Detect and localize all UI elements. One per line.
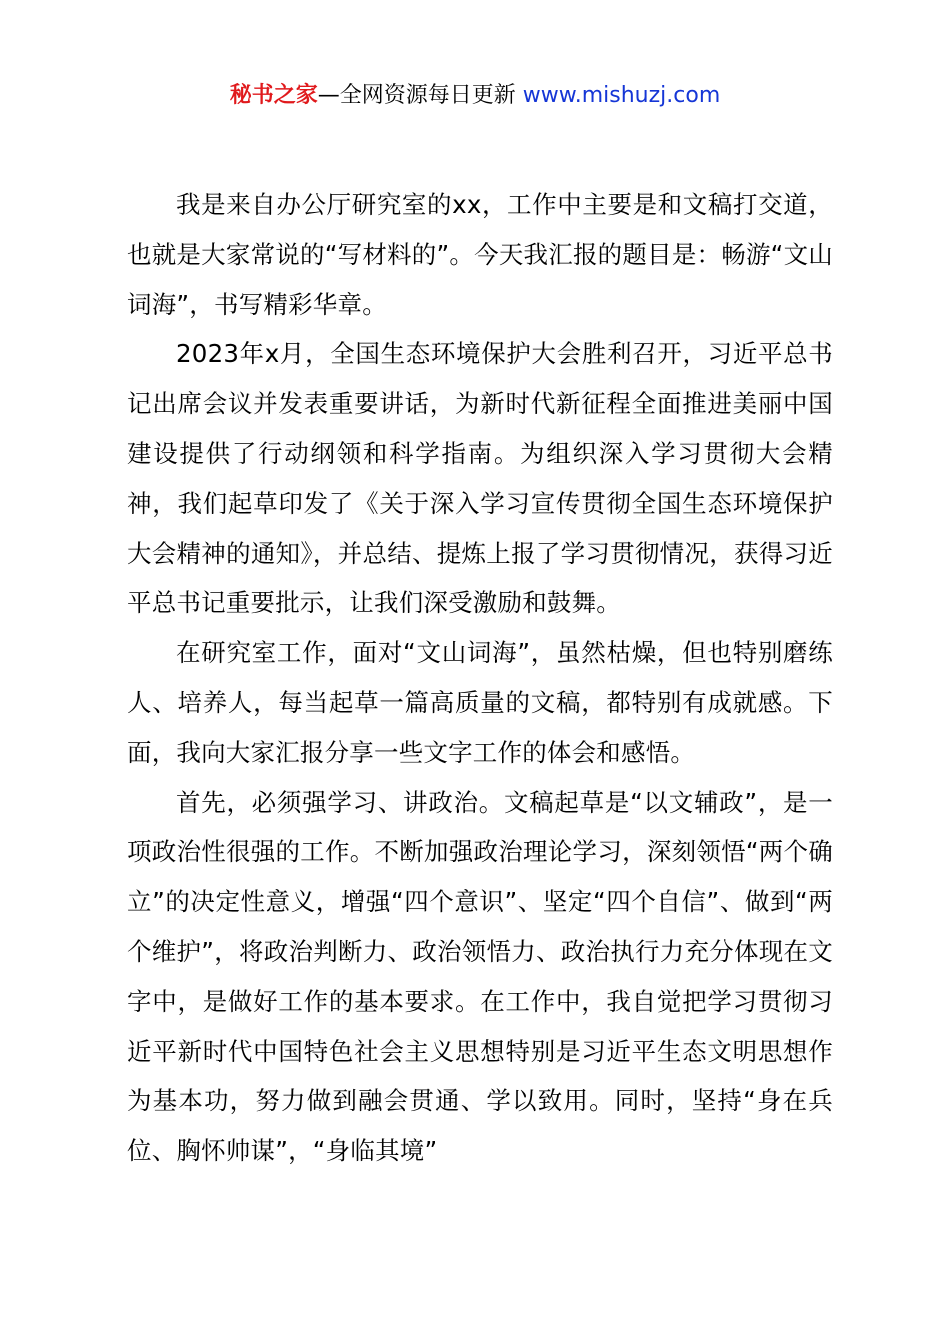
paragraph-first-point: 首先，必须强学习、讲政治。文稿起草是“以文辅政”，是一项政治性很强的工作。不断加强政治理论学习，深刻领悟“两个确立”的决定性意义，增强“四个意识”、坚定“四个自信”、做到“两个维护”，将政治判断力、政治领悟力、政治执行力充分体现在文字中，是做好工作的基本要求。在工作中，我自觉把学习贯彻习近平新时代中国特色社会主义思想特别是习近平生态文明思想作为基本功，努力做到融会贯通、学以致用。同时，坚持“身在兵位、胸怀帅谋”，“身临其境” bbox=[127, 787, 833, 1166]
document-body bbox=[127, 180, 833, 1176]
page-header bbox=[0, 80, 950, 112]
brand-name: 秘书之家 bbox=[229, 83, 318, 108]
paragraph-conference: 2023年x月，全国生态环境保护大会胜利召开，习近平总书记出席会议并发表重要讲话，为新时代新征程全面推进美丽中国建设提供了行动纲领和科学指南。为组织深入学习贯彻大会精神，我们起草印发了《关于深入学习宣传贯彻全国生态环境保护大会精神的通知》，并总结、提炼上报了学习贯彻情况，获得习近平总书记重要批示，让我们深受激励和鼓舞。 bbox=[127, 339, 833, 618]
paragraph-work: 在研究室工作，面对“文山词海”，虽然枯燥，但也特别磨练人、培养人，每当起草一篇高质量的文稿，都特别有成就感。下面，我向大家汇报分享一些文字工作的体会和感悟。 bbox=[127, 638, 833, 767]
paragraph-intro: 我是来自办公厅研究室的xx，工作中主要是和文稿打交道，也就是大家常说的“写材料的”。今天我汇报的题目是：畅游“文山词海”，书写精彩华章。 bbox=[127, 190, 833, 319]
header-tagline: —全网资源每日更新 bbox=[317, 83, 523, 108]
website-link[interactable]: www.mishuzj.com bbox=[522, 83, 721, 108]
